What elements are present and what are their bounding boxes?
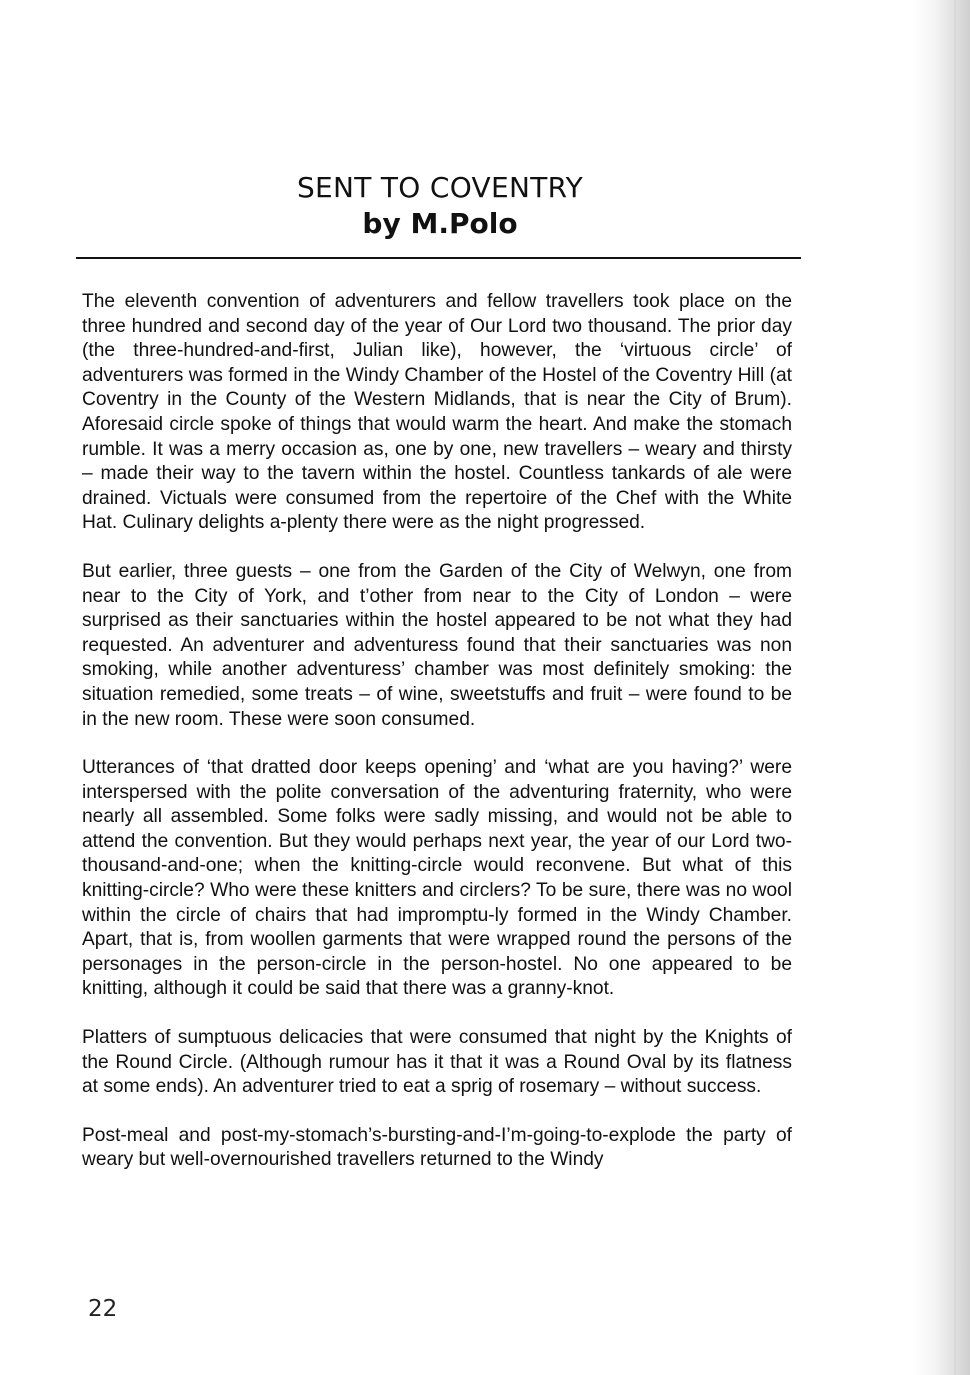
paragraph: The eleventh convention of adventurers and fellow travellers took place on the three hundred and second day of the year of Our Lord two thousand. The prior day (the three-hundred-and-first, Julian like), however, the ‘virtuous circle’ of adventurers was formed in the Windy Chamber of the Hostel of the Coventry Hill (at Coventry in the County of the Western Midlands, that is near the City of Brum). Aforesaid circle spoke of things that would warm the heart. And make the stomach rumble. It was a merry occasion as, one by one, new travellers – weary and thirsty – made their way to the tavern within the hostel. Countless tankards of ale were drained. Victuals were consumed from the repertoire of the Chef with the White Hat. Culinary delights a-plenty there were as the night progressed. [82,291,792,534]
title-divider [76,257,801,259]
paragraph: Post-meal and post-my-stomach’s-bursting-and-I’m-going-to-explode the party of weary but well-overnourished travellers returned to the Windy [82,1124,792,1171]
page-number: 22 [88,1296,118,1322]
article-title: SENT TO COVENTRY [296,171,584,204]
paragraph: But earlier, three guests – one from the Garden of the City of Welwyn, one from near to the City of York, and t’other from near to the City of London – were surprised as their sanctuaries within the hostel appeared to be not what they had requested. An adventurer and adventuress found that their sanctuaries was non smoking, while another adventuress’ chamber was most definitely smoking: the situation remedied, some treats – of wine, sweetstuffs and fruit – were found to be in the new room. These were soon consumed. [82,560,792,730]
article-heading [80,170,800,242]
page-edge-line [954,0,956,1375]
paragraph: Platters of sumptuous delicacies that were consumed that night by the Knights of the Round Circle. (Although rumour has it that it was a Round Oval by its flatness at some ends). An adventurer tried to eat a sprig of rosemary – without success. [82,1027,792,1098]
paragraph: Utterances of ‘that dratted door keeps opening’ and ‘what are you having?’ were interspersed with the polite conversation of the adventuring fraternity, who were nearly all assembled. Some folks were sadly missing, and would not be able to attend the convention. But they would perhaps next year, the year of our Lord two-thousand-and-one; when the knitting-circle would reconvene. But what of this knitting-circle? Who were these knitters and circlers? To be sure, there was no wool within the circle of chairs that had impromptu-ly formed in the Windy Chamber. Apart, that is, from woollen garments that were wrapped round the persons of the personages in the person-circle in the person-hostel. No one appeared to be knitting, although it could be said that there was a granny-knot. [82,757,792,1000]
page-edge-shadow [912,0,970,1375]
article-body [82,290,792,1197]
article-byline: by M.Polo [362,207,518,240]
